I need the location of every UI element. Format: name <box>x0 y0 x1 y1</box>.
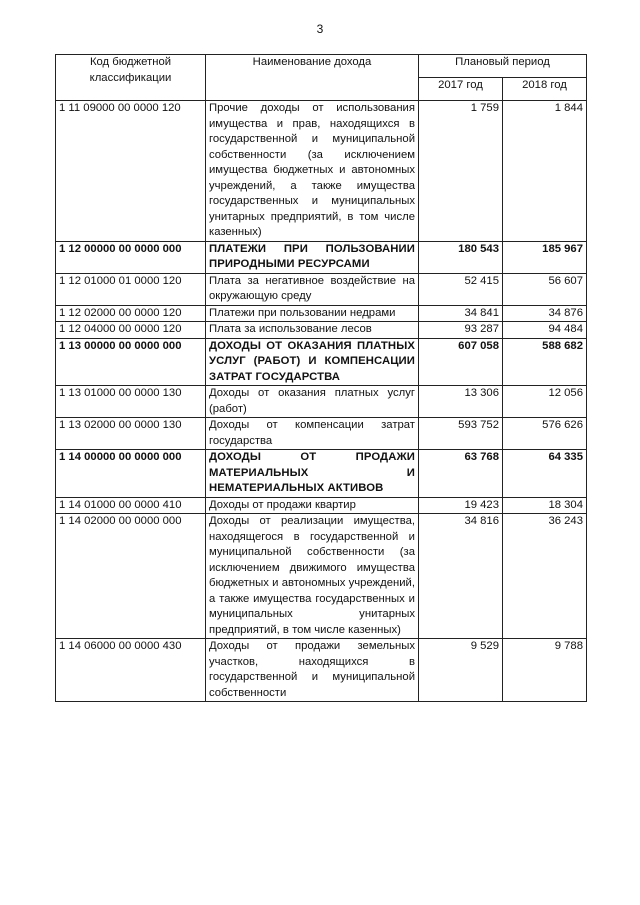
row-value-2018: 185 967 <box>503 241 587 273</box>
row-code: 1 12 04000 00 0000 120 <box>56 322 206 339</box>
table-row <box>56 418 587 450</box>
row-value-2018: 9 788 <box>503 639 587 702</box>
table-row <box>56 497 587 514</box>
row-value-2017: 34 816 <box>419 514 503 639</box>
header-name: Наименование дохода <box>206 55 419 101</box>
row-value-2017: 63 768 <box>419 450 503 498</box>
table-header-row <box>56 55 587 78</box>
row-value-2018: 18 304 <box>503 497 587 514</box>
row-value-2017: 19 423 <box>419 497 503 514</box>
row-value-2018: 12 056 <box>503 386 587 418</box>
row-code: 1 14 02000 00 0000 000 <box>56 514 206 639</box>
row-code: 1 12 02000 00 0000 120 <box>56 305 206 322</box>
row-name: Доходы от реализации имущества, находящегося в государственной и муниципальной собственности (за исключением движимого имущества бюджетных и автономных учреждений, а также имущества государственных и муниципальных унитарных предприятий, в том числе казенных) <box>206 514 419 639</box>
header-period: Плановый период <box>419 55 587 78</box>
table-row <box>56 322 587 339</box>
header-year-2018: 2018 год <box>503 78 587 101</box>
header-year-2017: 2017 год <box>419 78 503 101</box>
row-code: 1 14 06000 00 0000 430 <box>56 639 206 702</box>
row-value-2018: 56 607 <box>503 273 587 305</box>
table-row <box>56 305 587 322</box>
revenue-table <box>55 54 587 702</box>
row-name: ПЛАТЕЖИ ПРИ ПОЛЬЗОВАНИИ ПРИРОДНЫМИ РЕСУРСАМИ <box>206 241 419 273</box>
row-value-2017: 9 529 <box>419 639 503 702</box>
row-code: 1 11 09000 00 0000 120 <box>56 101 206 242</box>
page-number: 3 <box>316 22 324 36</box>
row-code: 1 14 01000 00 0000 410 <box>56 497 206 514</box>
row-value-2017: 1 759 <box>419 101 503 242</box>
table-row <box>56 241 587 273</box>
row-name: Плата за негативное воздействие на окружающую среду <box>206 273 419 305</box>
table-row <box>56 273 587 305</box>
row-name: Доходы от продажи квартир <box>206 497 419 514</box>
row-value-2018: 588 682 <box>503 338 587 386</box>
table-row <box>56 338 587 386</box>
row-value-2017: 13 306 <box>419 386 503 418</box>
row-value-2017: 180 543 <box>419 241 503 273</box>
row-code: 1 12 01000 01 0000 120 <box>56 273 206 305</box>
table-row <box>56 101 587 242</box>
row-name: Доходы от продажи земельных участков, находящихся в государственной и муниципальной собственности <box>206 639 419 702</box>
row-value-2018: 36 243 <box>503 514 587 639</box>
row-name: Прочие доходы от использования имущества и прав, находящихся в государственной и муниципальной собственности (за исключением имущества бюджетных и автономных учреждений, а также имущества государственных и муниципальных унитарных предприятий, в том числе казенных) <box>206 101 419 242</box>
row-value-2017: 34 841 <box>419 305 503 322</box>
row-name: Доходы от компенсации затрат государства <box>206 418 419 450</box>
table-row <box>56 514 587 639</box>
row-code: 1 13 00000 00 0000 000 <box>56 338 206 386</box>
row-name: ДОХОДЫ ОТ ПРОДАЖИ МАТЕРИАЛЬНЫХ И НЕМАТЕРИАЛЬНЫХ АКТИВОВ <box>206 450 419 498</box>
header-code: Код бюджетной классификации <box>56 55 206 101</box>
table-row <box>56 639 587 702</box>
row-name: Плата за использование лесов <box>206 322 419 339</box>
table-row <box>56 386 587 418</box>
row-code: 1 13 02000 00 0000 130 <box>56 418 206 450</box>
row-name: ДОХОДЫ ОТ ОКАЗАНИЯ ПЛАТНЫХ УСЛУГ (РАБОТ) И КОМПЕНСАЦИИ ЗАТРАТ ГОСУДАРСТВА <box>206 338 419 386</box>
row-value-2018: 576 626 <box>503 418 587 450</box>
table-row <box>56 450 587 498</box>
row-value-2018: 94 484 <box>503 322 587 339</box>
row-value-2018: 34 876 <box>503 305 587 322</box>
row-value-2017: 607 058 <box>419 338 503 386</box>
row-code: 1 13 01000 00 0000 130 <box>56 386 206 418</box>
row-code: 1 14 00000 00 0000 000 <box>56 450 206 498</box>
row-value-2018: 1 844 <box>503 101 587 242</box>
row-value-2018: 64 335 <box>503 450 587 498</box>
row-value-2017: 593 752 <box>419 418 503 450</box>
row-code: 1 12 00000 00 0000 000 <box>56 241 206 273</box>
row-name: Доходы от оказания платных услуг (работ) <box>206 386 419 418</box>
row-name: Платежи при пользовании недрами <box>206 305 419 322</box>
row-value-2017: 52 415 <box>419 273 503 305</box>
table-body <box>56 101 587 702</box>
row-value-2017: 93 287 <box>419 322 503 339</box>
